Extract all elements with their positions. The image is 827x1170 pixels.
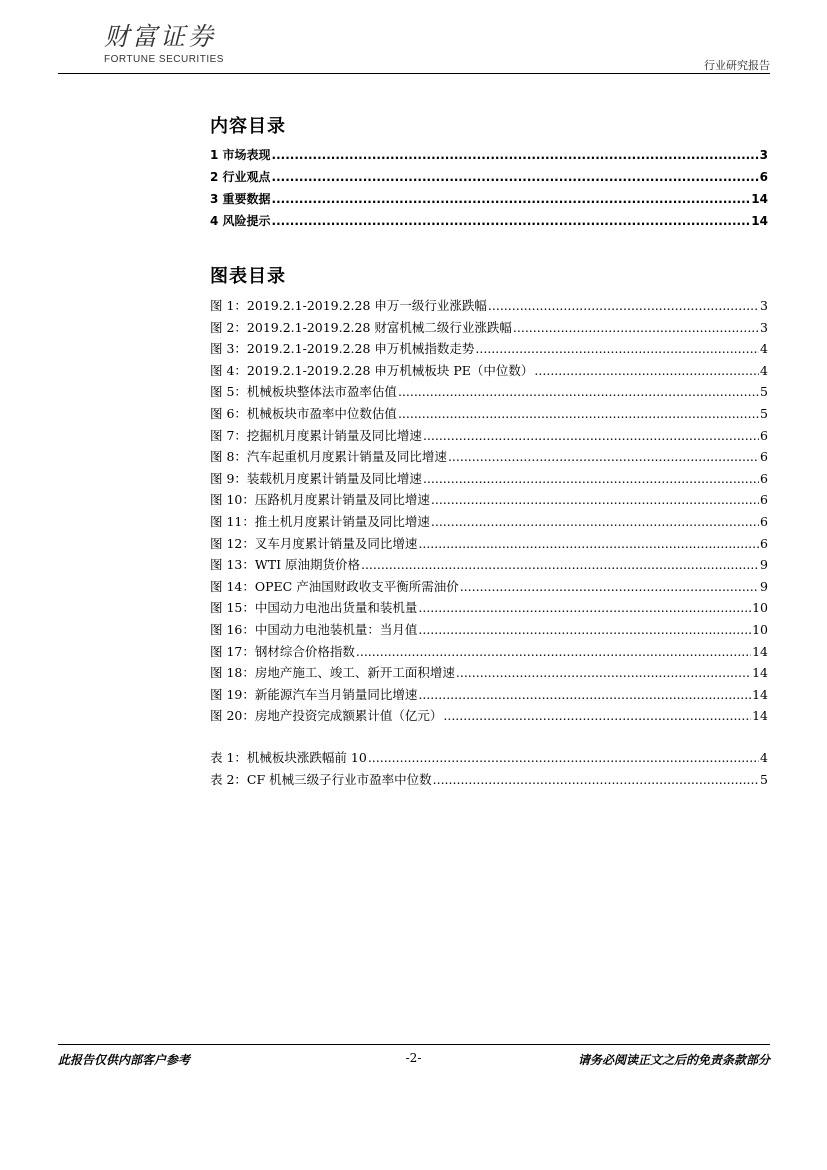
dot-leader bbox=[448, 449, 759, 464]
figure-entry[interactable] bbox=[210, 339, 768, 361]
contents-entry[interactable] bbox=[210, 212, 768, 234]
toc-entry-page: 4 bbox=[760, 750, 768, 765]
toc-entry-label: 图 13：WTI 原油期货价格 bbox=[210, 557, 360, 573]
dot-leader bbox=[356, 644, 751, 659]
toc-entry-label: 图 1：2019.2.1-2019.2.28 申万一级行业涨跌幅 bbox=[210, 298, 487, 313]
figure-entry[interactable] bbox=[210, 685, 768, 707]
contents-entry[interactable] bbox=[210, 168, 768, 190]
toc-entry-page: 4 bbox=[760, 341, 768, 357]
dot-leader bbox=[443, 708, 751, 723]
contents-title: 内容目录 bbox=[210, 116, 286, 137]
dot-leader bbox=[361, 557, 759, 572]
dot-leader bbox=[272, 148, 759, 162]
dot-leader bbox=[272, 214, 751, 228]
figure-entry[interactable] bbox=[210, 512, 768, 534]
table-entry[interactable] bbox=[210, 770, 768, 792]
toc-entry-label: 图 5：机械板块整体法市盈率估值 bbox=[210, 384, 397, 400]
figure-entry[interactable] bbox=[210, 706, 768, 728]
toc-entry-label: 图 17：钢材综合价格指数 bbox=[210, 643, 355, 659]
dot-leader bbox=[418, 622, 751, 637]
dot-leader bbox=[534, 363, 759, 378]
toc-entry-label: 图 9：装载机月度累计销量及同比增速 bbox=[210, 470, 422, 486]
figure-entry[interactable] bbox=[210, 361, 768, 383]
toc-entry-label: 图 18：房地产施工、竣工、新开工面积增速 bbox=[210, 665, 455, 681]
toc-entry-label: 图 20：房地产投资完成额累计值（亿元） bbox=[210, 708, 443, 724]
dot-leader bbox=[513, 320, 759, 335]
figure-entry[interactable] bbox=[210, 555, 768, 577]
dot-leader bbox=[368, 750, 759, 765]
toc-entry-label: 图 12：叉车月度累计销量及同比增速 bbox=[210, 535, 418, 551]
toc-entry-label: 表 2：CF 机械三级子行业市盈率中位数 bbox=[210, 771, 432, 787]
toc-entry-label: 图 14：OPEC 产油国财政收支平衡所需油价 bbox=[210, 578, 459, 594]
tables-list bbox=[210, 748, 768, 791]
report-type-label: 行业研究报告 bbox=[704, 59, 770, 72]
figure-entry[interactable] bbox=[210, 598, 768, 620]
dot-leader bbox=[431, 492, 759, 507]
toc-entry-page: 14 bbox=[752, 665, 768, 681]
figure-entry[interactable] bbox=[210, 318, 768, 340]
toc-entry-page: 5 bbox=[760, 771, 768, 787]
toc-entry-page: 14 bbox=[751, 214, 768, 228]
page-number: -2- bbox=[405, 1051, 422, 1065]
toc-entry-label: 表 1：机械板块涨跌幅前 10 bbox=[210, 750, 367, 765]
contents-entry[interactable] bbox=[210, 146, 768, 168]
contents-entry[interactable] bbox=[210, 190, 768, 212]
toc-entry-page: 5 bbox=[760, 405, 768, 421]
toc-entry-label: 3 重要数据 bbox=[210, 192, 271, 206]
header-divider bbox=[58, 73, 770, 74]
dot-leader bbox=[488, 298, 759, 313]
dot-leader bbox=[475, 341, 759, 356]
toc-entry-label: 图 19：新能源汽车当月销量同比增速 bbox=[210, 686, 418, 702]
figures-list bbox=[210, 296, 768, 728]
figures-title: 图表目录 bbox=[210, 266, 286, 287]
toc-entry-label: 图 4：2019.2.1-2019.2.28 申万机械板块 PE（中位数） bbox=[210, 362, 534, 378]
figure-entry[interactable] bbox=[210, 426, 768, 448]
toc-entry-label: 图 2：2019.2.1-2019.2.28 财富机械二级行业涨跌幅 bbox=[210, 319, 512, 335]
footer-divider bbox=[58, 1044, 770, 1045]
toc-entry-page: 5 bbox=[760, 384, 768, 400]
toc-entry-label: 图 16：中国动力电池装机量：当月值 bbox=[210, 621, 418, 637]
toc-entry-page: 14 bbox=[752, 686, 768, 702]
toc-entry-label: 图 11：推土机月度累计销量及同比增速 bbox=[210, 513, 430, 529]
figure-entry[interactable] bbox=[210, 490, 768, 512]
toc-entry-page: 14 bbox=[752, 643, 768, 659]
figure-entry[interactable] bbox=[210, 534, 768, 556]
figure-entry[interactable] bbox=[210, 642, 768, 664]
toc-entry-label: 图 10：压路机月度累计销量及同比增速 bbox=[210, 492, 430, 508]
toc-entry-page: 3 bbox=[760, 319, 768, 335]
figure-entry[interactable] bbox=[210, 577, 768, 599]
dot-leader bbox=[423, 471, 759, 486]
toc-entry-page: 6 bbox=[760, 449, 768, 465]
toc-entry-page: 6 bbox=[760, 492, 768, 508]
figure-entry[interactable] bbox=[210, 620, 768, 642]
dot-leader bbox=[456, 665, 751, 680]
dot-leader bbox=[398, 406, 759, 421]
figure-entry[interactable] bbox=[210, 404, 768, 426]
toc-entry-page: 9 bbox=[760, 557, 768, 573]
toc-entry-page: 4 bbox=[760, 362, 768, 378]
toc-entry-page: 10 bbox=[752, 600, 768, 616]
logo-chinese-name: 财富证券 bbox=[104, 22, 217, 51]
footer-disclaimer-right: 请务必阅读正文之后的免责条款部分 bbox=[577, 1053, 770, 1067]
company-logo bbox=[104, 22, 244, 65]
dot-leader bbox=[418, 600, 751, 615]
toc-entry-page: 3 bbox=[760, 298, 768, 313]
dot-leader bbox=[272, 170, 759, 184]
toc-entry-page: 14 bbox=[751, 192, 768, 206]
dot-leader bbox=[431, 514, 759, 529]
toc-entry-page: 6 bbox=[760, 535, 768, 551]
contents-list bbox=[210, 146, 768, 234]
toc-entry-label: 图 15：中国动力电池出货量和装机量 bbox=[210, 600, 418, 616]
dot-leader bbox=[272, 192, 751, 206]
toc-entry-page: 6 bbox=[759, 170, 768, 184]
toc-entry-page: 10 bbox=[752, 621, 768, 637]
logo-english-name: FORTUNE SECURITIES bbox=[104, 54, 224, 65]
figure-entry[interactable] bbox=[210, 447, 768, 469]
dot-leader bbox=[423, 428, 759, 443]
dot-leader bbox=[418, 536, 759, 551]
toc-entry-label: 4 风险提示 bbox=[210, 214, 271, 228]
dot-leader bbox=[398, 384, 759, 399]
toc-entry-page: 6 bbox=[760, 513, 768, 529]
toc-entry-label: 图 6：机械板块市盈率中位数估值 bbox=[210, 405, 397, 421]
footer-disclaimer-left: 此报告仅供内部客户参考 bbox=[58, 1053, 191, 1067]
figure-entry[interactable] bbox=[210, 296, 768, 318]
table-entry[interactable] bbox=[210, 748, 768, 770]
toc-entry-page: 3 bbox=[759, 148, 768, 162]
toc-entry-page: 6 bbox=[760, 470, 768, 486]
toc-entry-page: 9 bbox=[760, 578, 768, 594]
toc-entry-page: 6 bbox=[760, 427, 768, 443]
toc-entry-label: 图 3：2019.2.1-2019.2.28 申万机械指数走势 bbox=[210, 341, 475, 357]
toc-entry-label: 1 市场表现 bbox=[210, 148, 271, 162]
figure-entry[interactable] bbox=[210, 663, 768, 685]
figure-entry[interactable] bbox=[210, 469, 768, 491]
toc-entry-label: 2 行业观点 bbox=[210, 170, 271, 184]
dot-leader bbox=[433, 772, 759, 787]
dot-leader bbox=[418, 687, 751, 702]
dot-leader bbox=[460, 579, 759, 594]
toc-entry-page: 14 bbox=[752, 708, 768, 724]
figure-entry[interactable] bbox=[210, 382, 768, 404]
toc-entry-label: 图 8：汽车起重机月度累计销量及同比增速 bbox=[210, 449, 447, 465]
toc-entry-label: 图 7：挖掘机月度累计销量及同比增速 bbox=[210, 427, 422, 443]
